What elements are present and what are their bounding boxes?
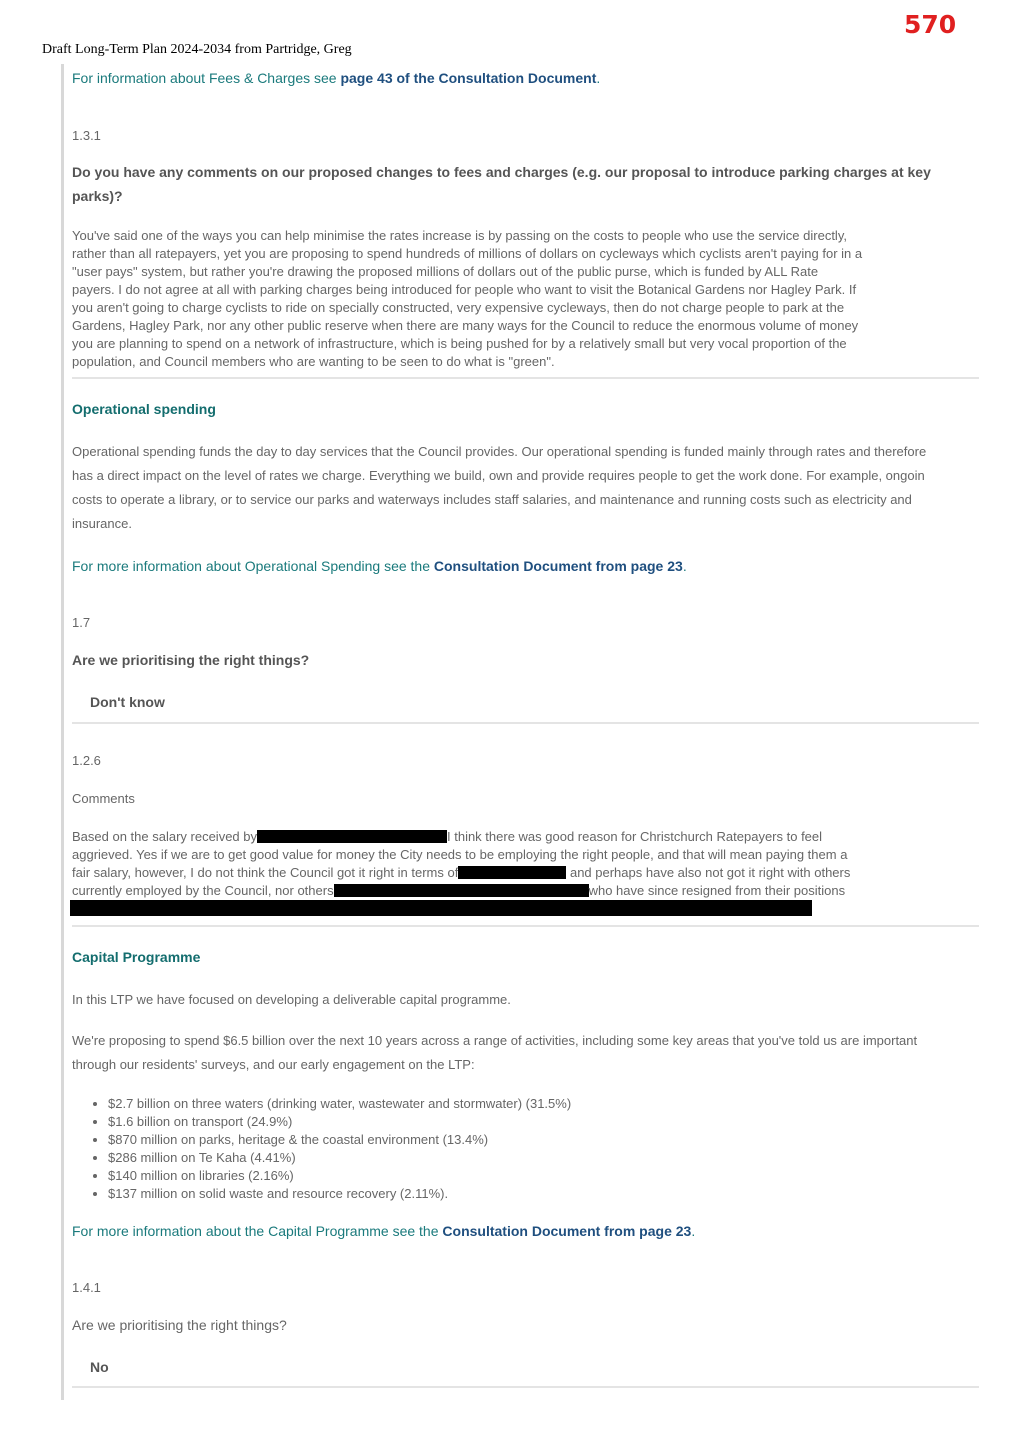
operational-description-line: Operational spending funds the day to day services that the Council provides. Our operational spending is funded mainly through rates and therefore (72, 444, 927, 459)
fees-answer-line: rather than all ratepayers, yet you are proposing to spend hundreds of millions of dollars on cycleways which cyclists aren't paying for in a (72, 246, 863, 261)
fees-answer-line: you are planning to spend on a network of infrastructure, which is being pushed for by a relatively small but very vocal proportion of the (72, 336, 847, 351)
redaction-block (334, 884, 589, 897)
capital-proposal-line: We're proposing to spend $6.5 billion over the next 10 years across a range of activities, including some key areas that you've told us are important (72, 1033, 918, 1048)
operational-description-line: costs to operate a library, or to service our parks and waterways includes staff salaries, and maintenance and running costs such as electricity and (72, 492, 912, 507)
fees-info-link[interactable]: page 43 of the Consultation Document (340, 70, 597, 86)
comments-line: aggrieved. Yes if we are to get good value for money the City needs to be employing the right people, and that will mean paying them a (72, 847, 848, 862)
capital-question-number: 1.4.1 (72, 1280, 101, 1295)
list-item: • $870 million on parks, heritage & the coastal environment (13.4%) (108, 1131, 979, 1149)
operational-description-line: has a direct impact on the level of rates we charge. Everything we build, own and provide requires people to get the work done. For example, ongoin (72, 468, 925, 483)
fees-answer-line: You've said one of the ways you can help minimise the rates increase is by passing on the costs to people who use the service directly, (72, 228, 847, 243)
operational-heading: Operational spending (72, 401, 216, 417)
section-divider (72, 377, 979, 379)
page-number: 570 (904, 10, 957, 39)
comments-question-number: 1.2.6 (72, 753, 101, 768)
section-divider (72, 925, 979, 927)
list-item: • $2.7 billion on three waters (drinking water, wastewater and stormwater) (31.5%) (108, 1095, 979, 1113)
fees-answer-line: "user pays" system, but rather you're drawing the proposed millions of dollars out of the public purse, which is funded by ALL Rate (72, 264, 819, 279)
comments-label: Comments (72, 791, 135, 806)
fees-answer-line: you aren't going to charge cyclists to ride on specially constructed, very expensive cycleways, then do not charge people to park at the (72, 300, 845, 315)
operational-question: Are we prioritising the right things? (72, 652, 310, 668)
redaction-block (458, 866, 566, 879)
section-divider (72, 1386, 979, 1388)
capital-bullet-list (72, 1095, 979, 1203)
comments-line: Based on the salary received by I think there was good reason for Christchurch Ratepayers to feel (72, 829, 823, 844)
fees-answer (72, 227, 979, 371)
comments-line: currently employed by the Council, nor others who have since resigned from their positions (72, 883, 846, 898)
fees-question: Do you have any comments on our proposed changes to fees and charges (e.g. our proposal to introduce parking charges at key parks)? (72, 164, 931, 204)
comments-answer (72, 828, 979, 919)
fees-answer-line: Gardens, Hagley Park, nor any other public reserve when there are many ways for the Council to reduce the enormous volume of money (72, 318, 859, 333)
comments-line: fair salary, however, I do not think the Council got it right in terms of and perhaps have also not got it right with others (72, 865, 851, 880)
capital-proposal-line: through our residents' surveys, and our early engagement on the LTP: (72, 1057, 475, 1072)
operational-description-line: insurance. (72, 516, 132, 531)
capital-intro: In this LTP we have focused on developing a deliverable capital programme. (72, 992, 511, 1007)
submission-content (61, 64, 979, 1400)
capital-info-link[interactable]: Consultation Document from page 23 (442, 1223, 692, 1239)
fees-answer-line: payers. I do not agree at all with parking charges being introduced for people who want to visit the Botanical Gardens nor Hagley Park. If (72, 282, 857, 297)
capital-question: Are we prioritising the right things? (72, 1317, 287, 1333)
operational-answer: Don't know (90, 694, 165, 710)
list-item: • $137 million on solid waste and resource recovery (2.11%). (108, 1185, 979, 1203)
section-divider (72, 722, 979, 724)
list-item: • $140 million on libraries (2.16%) (108, 1167, 979, 1185)
operational-description (72, 440, 979, 536)
capital-answer: No (90, 1359, 109, 1375)
list-item: • $286 million on Te Kaha (4.41%) (108, 1149, 979, 1167)
operational-question-number: 1.7 (72, 615, 91, 630)
capital-info-line: For more information about the Capital Programme see the Consultation Document from page 23. (72, 1223, 696, 1239)
operational-info-line: For more information about Operational Spending see the Consultation Document from page 23. (72, 558, 687, 574)
fees-info-line: For information about Fees & Charges see page 43 of the Consultation Document. (72, 70, 601, 86)
capital-heading: Capital Programme (72, 949, 201, 965)
fees-answer-line: population, and Council members who are wanting to be seen to do what is "green". (72, 354, 555, 369)
redaction-block (257, 830, 447, 843)
capital-proposal (72, 1029, 979, 1077)
list-item: • $1.6 billion on transport (24.9%) (108, 1113, 979, 1131)
document-header: Draft Long-Term Plan 2024-2034 from Partridge, Greg (42, 42, 352, 57)
operational-info-link[interactable]: Consultation Document from page 23 (433, 558, 683, 574)
fees-question-number: 1.3.1 (72, 128, 101, 143)
redaction-block (70, 900, 812, 916)
comments-line (70, 900, 979, 919)
